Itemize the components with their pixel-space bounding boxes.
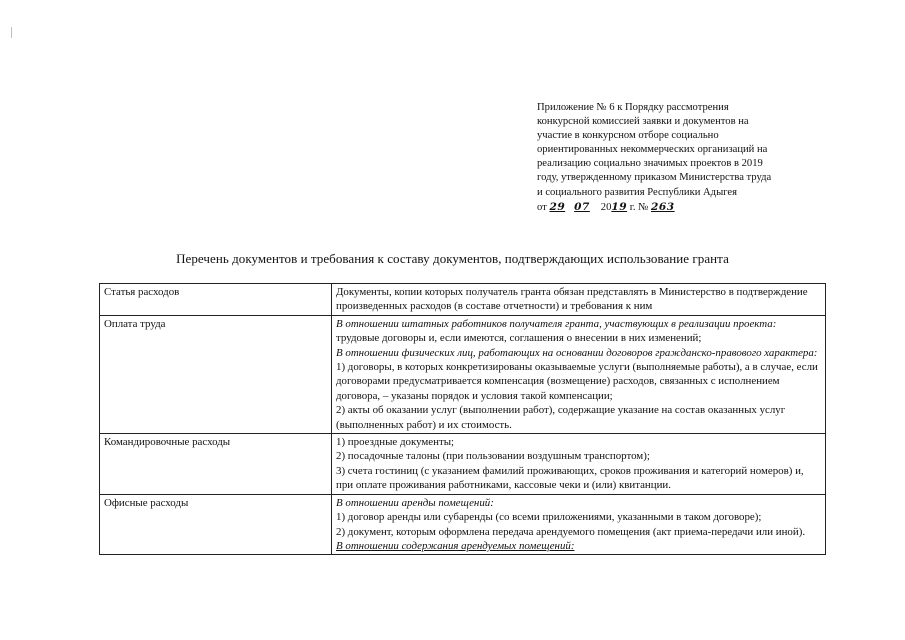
appendix-line: участие в конкурсном отборе социально bbox=[537, 130, 719, 142]
date-prefix: от bbox=[537, 201, 547, 213]
header-expense-item: Статья расходов bbox=[100, 284, 332, 316]
appendix-header bbox=[537, 101, 837, 215]
paragraph-text: трудовые договоры и, если имеются, соглашения о внесении в них изменений; bbox=[336, 332, 702, 345]
handwritten-day: 29 bbox=[549, 200, 566, 213]
row-documents bbox=[332, 494, 826, 555]
row-expense-item: Командировочные расходы bbox=[100, 434, 332, 495]
appendix-line: ориентированных некоммерческих организаций на bbox=[537, 144, 768, 156]
row-expense-item: Офисные расходы bbox=[100, 494, 332, 555]
paragraph: 2) документ, которым оформлена передача арендуемого помещения (акт приема-передачи или иной). bbox=[336, 525, 806, 538]
row-documents bbox=[332, 315, 826, 433]
year-prefix: 20 bbox=[600, 201, 612, 213]
appendix-line: конкурсной комиссией заявки и документов на bbox=[537, 116, 749, 128]
requirements-table bbox=[99, 283, 826, 555]
italic-heading: В отношении физических лиц, работающих на основании договоров гражданско-правового характера: bbox=[336, 346, 818, 359]
handwritten-month: 07 bbox=[574, 200, 590, 213]
appendix-line: году, утвержденному приказом Министерства труда bbox=[537, 172, 772, 184]
document-title: Перечень документов и требования к составу документов, подтверждающих использование гранта bbox=[176, 251, 729, 266]
appendix-line: реализацию социально значимых проектов в 2019 bbox=[537, 158, 763, 170]
header-documents: Документы, копии которых получатель гранта обязан представлять в Министерство в подтверждение произведенных расходов (в составе отчетности) и требования к ним bbox=[332, 284, 826, 316]
row-expense-item: Оплата труда bbox=[100, 315, 332, 433]
italic-heading: В отношении штатных работников получателя гранта, участвующих в реализации проекта: bbox=[336, 317, 777, 330]
handwritten-order-number: 263 bbox=[650, 200, 675, 213]
appendix-line: и социального развития Республики Адыгея bbox=[537, 186, 737, 198]
paragraph: 2) акты об оказании услуг (выполнении работ), содержащие указание на состав оказанных услуг (выполненных работ) и их стоимость. bbox=[336, 404, 786, 431]
order-number-label: г. № bbox=[629, 201, 649, 213]
table-header-row bbox=[100, 284, 826, 316]
table-row bbox=[100, 494, 826, 555]
italic-heading: В отношении аренды помещений: bbox=[336, 496, 494, 509]
table-row bbox=[100, 434, 826, 495]
paragraph bbox=[336, 317, 822, 346]
scan-edge-mark bbox=[11, 27, 12, 38]
paragraph: 1) договор аренды или субаренды (со всеми приложениями, указанными в таком договоре); bbox=[336, 511, 762, 524]
handwritten-year: 19 bbox=[611, 200, 628, 213]
appendix-line: Приложение № 6 к Порядку рассмотрения bbox=[537, 102, 729, 113]
italic-heading: В отношении содержания арендуемых помещений: bbox=[336, 539, 575, 552]
appendix-date-line bbox=[537, 200, 837, 215]
paragraph: 3) счета гостиниц (с указанием фамилий проживающих, сроков проживания и категорий номеров) и, при оплате проживания работниками, кассовые чеки и (или) квитанции. bbox=[336, 464, 804, 492]
table-row bbox=[100, 315, 826, 433]
row-documents bbox=[332, 434, 826, 495]
paragraph: 1) договоры, в которых конкретизированы оказываемые услуги (выполняемые работы), а в случае, если договорами предусматривается компенсация (возмещение) расходов, связанных с исполнением договора, – указаны порядок и условия такой компенсации; bbox=[336, 361, 818, 402]
paragraph: 2) посадочные талоны (при пользовании воздушным транспортом); bbox=[336, 450, 650, 463]
paragraph: 1) проездные документы; bbox=[336, 436, 455, 449]
